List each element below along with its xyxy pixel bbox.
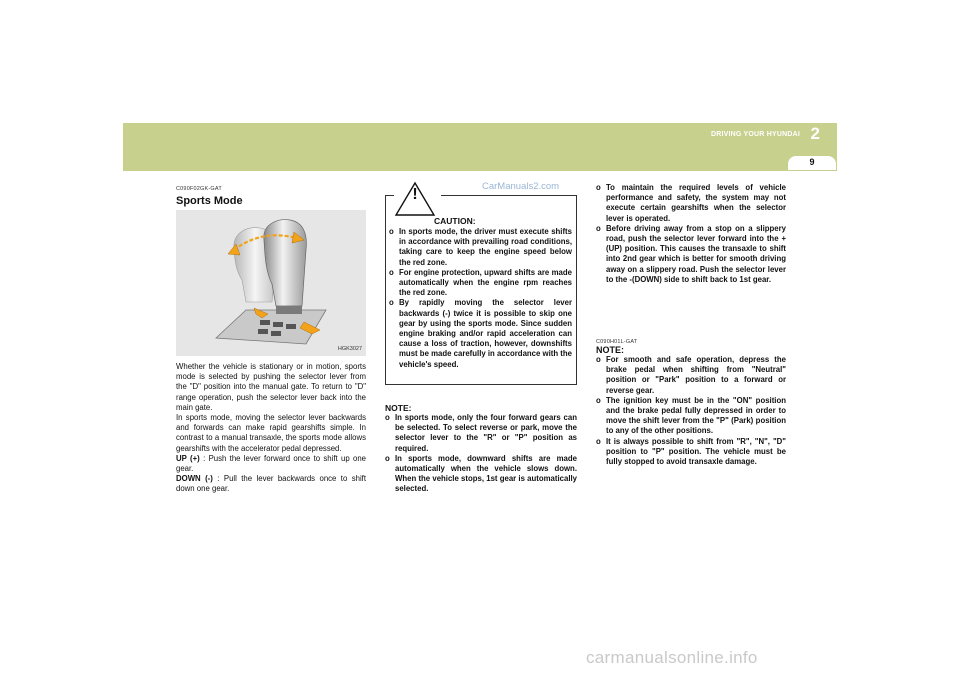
caution-item-3: By rapidly moving the selector lever backwards (-) twice it is possible to skip one gear by using the sports mode. Since sudden engine braking and/or rapid acceleration can cause a loss of traction, however, downshifts must be made carefully in accordance with the vehicle's speed. [399,298,572,369]
paragraph: In sports mode, moving the selector lever backwards and forwards can make rapid gearshifts simple. In contrast to a manual transaxle, the sports mode allows gearshifts with the accelerator pedal depressed. [176,413,366,453]
list-item [596,355,786,396]
list-item [389,298,572,369]
section-code: C090F02GK-GAT [176,186,222,192]
caution-title: CAUTION: [434,216,476,226]
tip-item-1: To maintain the required levels of vehicle performance and safety, the system may not execute certain gearshifts when the selector lever is operated. [606,183,786,223]
shift-tips-list [596,183,786,285]
footer-watermark: carmanualsonline.info [586,648,758,667]
section-code: C090H01L-GAT [596,339,638,345]
note-item-1: In sports mode, only the four forward gears can be selected. To select reverse or park, move the selector lever to the "R" or "P" position as required. [395,413,577,453]
bullet: o [596,223,601,233]
note-item-2: In sports mode, downward shifts are made automatically when the vehicle slows down. When the vehicle stops, 1st gear is automatically selected. [395,453,577,494]
list-item [385,413,577,454]
tip-item-2: Before driving away from a stop on a slippery road, push the selector lever forward into the +(UP) position. This causes the transaxle to shift into 2nd gear which is better for smooth driving away on a slippery road. Push the selector lever to the -(DOWN) side to shift back to 1st gear. [606,223,786,284]
bullet: o [389,298,394,308]
bullet: o [596,355,601,364]
section-title: DRIVING YOUR HYUNDAI [710,131,800,138]
up-label: UP (+) [176,453,200,463]
list-item [596,437,786,468]
bullet: o [385,453,390,463]
up-instruction [176,454,366,474]
chapter-number: 2 [810,124,820,143]
up-text: : Push the lever forward once to shift up one gear. [176,453,366,474]
bullet: o [389,227,394,236]
list-item [596,183,786,224]
bullet: o [389,267,394,277]
shift-note-section [596,345,786,467]
down-text: : Pull the lever backwards once to shift down one gear. [176,474,367,494]
note-title: NOTE: [596,345,624,355]
note-title: NOTE: [385,403,412,413]
note-item-1: For smooth and safe operation, depress the brake pedal when shifting from "Neutral" position or "Park" position to a forward or reverse gear. [606,355,786,395]
page-number: 9 [809,157,815,167]
bullet: o [596,395,601,405]
note-list [596,355,786,467]
bullet: o [385,413,390,422]
caution-list [389,227,572,370]
note-list [385,413,577,495]
sports-mode-section [176,186,366,495]
list-item [596,396,786,437]
down-instruction [176,474,366,494]
caution-and-note-section [385,186,577,495]
list-item [389,227,572,268]
paragraph: Whether the vehicle is stationary or in motion, sports mode is selected by pushing the selector lever from the "D" position into the manual gate. To return to "D" range operation, push the selector lever back into the main gate. [176,362,366,412]
bullet: o [596,183,601,192]
down-label: DOWN (-) [176,474,213,484]
gear-selector-illustration [176,210,366,356]
note-item-2: The ignition key must be in the "ON" position and the brake pedal fully depressed in order to move the shift lever from the "P" (Park) position to any of the other positions. [606,395,786,436]
caution-item-2: For engine protection, upward shifts are made automatically when the engine rpm reaches the red zone. [399,267,572,298]
watermark-link[interactable]: CarManuals2.com [482,181,560,192]
sports-mode-description [176,362,366,495]
caution-item-1: In sports mode, the driver must execute shifts in accordance with prevailing road conditions, taking care to keep the engine speed below the red zone. [399,227,572,267]
list-item [389,268,572,299]
list-item [596,224,786,285]
figure-label: HGK3027 [337,346,362,352]
note-item-3: It is always possible to shift from "R", "N", "D" position to "P" position. The vehicle must be fully stopped to avoid transaxle damage. [606,436,786,467]
warning-symbol: ! [412,186,418,203]
gear-lever-drawing [176,210,366,356]
section-heading: Sports Mode [176,195,243,207]
bullet: o [596,436,601,446]
list-item [385,454,577,495]
